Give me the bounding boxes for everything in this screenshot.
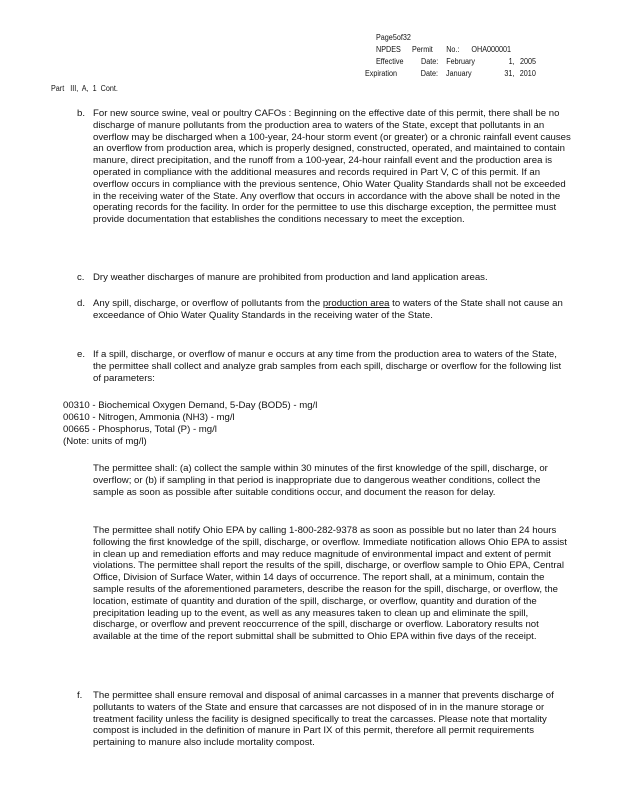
paragraph-b-text: For new source swine, veal or poultry CAFOs : Beginning on the effective date of this permit, there shall be no discharge of manure pollutants from the production area to waters of the State, except that pollutants in an overflow may be discharged when a 100-year, 24-hour storm event (or greater) or a chronic rainfall event causes an overflow from production area, which is properly designed, constructed, operated, and maintained to contain manure, direct precipitation, and the runoff from a 100-year, 24-hour rainfall event and the production area is operated in compliance with the additional measures and records required in Part V, C of this permit. If an overflow occurs in compliance with the previous sentence, Ohio Water Quality Standards shall not be exceeded in the receiving water of the State. Any overflow that occurs in accordance with the above shall be noted in the operating records for the facility. In order for the permittee to use this discharge exception, the permittee must provide documentation that establishes the conditions necessary to meet the exception. — [93, 108, 571, 226]
paragraph-c-label: c. — [77, 272, 85, 283]
permit-number: OHA000001 — [471, 45, 512, 54]
effective-label: Effective — [376, 57, 404, 66]
paragraph-d-text-after: to waters of the State shall not cause an exceedance of Ohio Water Quality Standards in the receiving water of the State. — [93, 298, 563, 321]
effective-month: February — [446, 57, 476, 66]
expiration-day: 31, — [504, 69, 515, 78]
notification-requirements: The permittee shall notify Ohio EPA by calling 1-800-282-9378 as soon as possible but no later than 24 hours following the first knowledge of the spill, discharge, or overflow. Immediate notification allows Ohio EPA to assist in clean up and remediation efforts and may reduce magnitude of environmental impact and extent of permit violations. The permittee shall report the results of the spill, discharge, or overflow sample to Ohio EPA, Central Office, Division of Surface Water, within 14 days of occurrence. The report shall, at a minimum, contain the sample results of the aforementioned parameters, describe the reason for the spill, discharge, or overflow, the location, estimate of quantity and duration of the spill, discharge, or overflow, quantity and duration of the precipitation leading up to the event, as well as any measures taken to clean up and eliminate the spill, discharge, or overflow and prevent reoccurrence of the spill, discharge or overflow. Laboratory results not available at the time of the report submittal shall be submitted to Ohio EPA within five days of the receipt. — [93, 525, 567, 643]
production-area-term: production area — [322, 298, 390, 309]
no-label: No.: — [446, 45, 460, 54]
npdes-permit-number-line — [376, 44, 511, 55]
effective-date-label: Date: — [421, 57, 439, 66]
effective-day: 1, — [508, 57, 515, 66]
expiration-month: January — [446, 69, 472, 78]
page-number: Page5of32 — [376, 33, 411, 42]
paragraph-f-label: f. — [77, 690, 83, 701]
paragraph-d — [77, 298, 563, 322]
parameter-item: 00310 - Biochemical Oxygen Demand, 5-Day (BOD5) - mg/l — [63, 400, 318, 411]
npdes-label: NPDES — [376, 45, 401, 54]
paragraph-f — [77, 690, 563, 749]
expiration-year: 2010 — [519, 69, 536, 78]
parameter-note: (Note: units of mg/l) — [63, 436, 147, 447]
paragraph-c-text: Dry weather discharges of manure are prohibited from production and land application areas. — [93, 272, 488, 283]
parameter-item: 00665 - Phosphorus, Total (P) - mg/l — [63, 424, 217, 435]
sampling-requirements: The permittee shall: (a) collect the sample within 30 minutes of the first knowledge of the spill, discharge, or overflow; or (b) if sampling in that period is inappropriate due to dangerous weather conditions, collect the sample as soon as possible after suitable conditions occur, and document the reason for delay. — [93, 463, 548, 498]
paragraph-e — [77, 349, 563, 384]
paragraph-d-label: d. — [77, 298, 86, 309]
expiration-date-label: Date: — [420, 69, 439, 78]
effective-year: 2005 — [520, 57, 537, 66]
effective-date-line — [376, 56, 536, 67]
expiration-label: Expiration — [365, 69, 398, 78]
paragraph-f-text: The permittee shall ensure removal and disposal of animal carcasses in a manner that prevents discharge of pollutants to waters of the State and ensure that carcasses are not disposed of in in the manure storage or treatment facility unless the facility is designed specifically to treat the carcasses. Please note that mortality compost is included in the definition of manure in Part IX of this permit, therefore all permit requirements pertaining to manure also include mortality compost. — [93, 690, 554, 749]
part-reference: Part III, A, 1 Cont. — [51, 84, 118, 93]
paragraph-c — [77, 272, 573, 284]
parameter-item: 00610 - Nitrogen, Ammonia (NH3) - mg/l — [63, 412, 235, 423]
paragraph-b-label: b. — [77, 108, 86, 119]
paragraph-e-text: If a spill, discharge, or overflow of manur e occurs at any time from the production area to waters of the State, the permittee shall collect and analyze grab samples from each spill, discharge or overflow for the following list of parameters: — [93, 349, 562, 384]
expiration-date-line — [365, 68, 536, 79]
parameter-list — [63, 400, 317, 448]
paragraph-e-label: e. — [77, 349, 86, 360]
permit-label: Permit — [412, 45, 433, 54]
paragraph-d-text-before: Any spill, discharge, or overflow of pollutants from the — [93, 298, 323, 309]
paragraph-b — [77, 108, 573, 226]
